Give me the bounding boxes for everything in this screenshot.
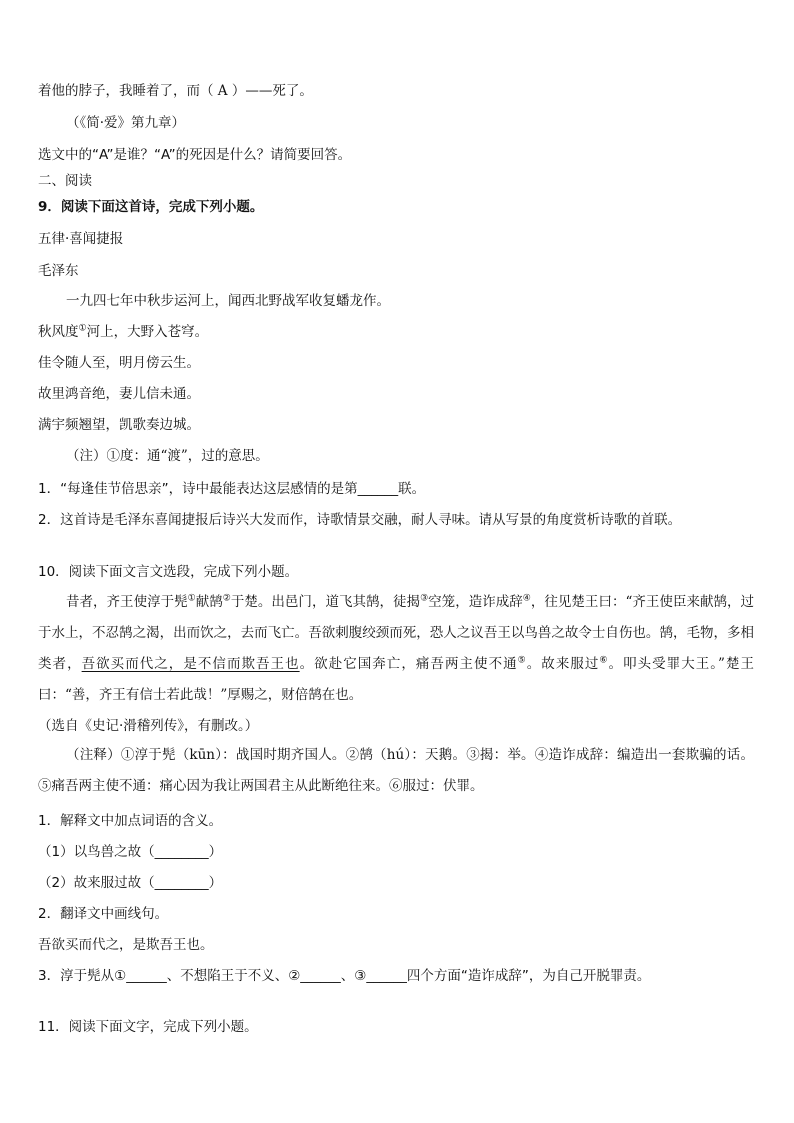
- footnote-marker: ⑥: [599, 655, 609, 666]
- passage-text: 于楚。出邑门，道飞其鹄，徒揭: [230, 594, 421, 610]
- poem-line-2: 佳令随人至，明月傍云生。: [38, 355, 200, 371]
- q9-intro: 9．阅读下面这首诗，完成下列小题。: [38, 199, 264, 215]
- q10-sub-2: 2．翻译文中画线句。: [38, 906, 169, 922]
- footnote-marker: ①: [78, 323, 87, 334]
- passage-last-line: 着他的脖子，我睡着了，而（ A ）——死了。: [38, 83, 313, 99]
- q10-intro: 10．阅读下面文言文选段，完成下列小题。: [38, 564, 299, 580]
- poem-line-4: 满宇频翘望，凯歌奏边城。: [38, 417, 200, 433]
- q10-sub-1-2: （2）故来服过故（________）: [38, 875, 223, 891]
- passage-text: 。叩头受罪大王。”楚王曰：“善，齐王有信士若此哉！”厚赐之，财倍鹄在也。: [38, 656, 755, 703]
- footnote-marker: ⑤: [517, 655, 527, 666]
- footnote-marker: ③: [420, 593, 429, 604]
- q10-sub-1-1: （1）以鸟兽之故（________）: [38, 844, 223, 860]
- passage-text: 昔者，齐王使淳于髡: [66, 594, 188, 610]
- passage-text: 献鹄: [195, 594, 223, 610]
- q9-sub-1: 1．“每逢佳节倍思亲”，诗中最能表达这层感情的是第______联。: [38, 481, 426, 497]
- underlined-sentence: 吾欲买而代之，是不信而欺吾王也: [81, 656, 300, 672]
- poem-line-1: [38, 323, 208, 341]
- poem-preface: 一九四七年中秋步运河上，闻西北野战军收复蟠龙作。: [66, 293, 390, 309]
- question-text: 选文中的“A”是谁？“A”的死因是什么？请简要回答。: [38, 147, 352, 163]
- q10-sub-2-sentence: 吾欲买而代之，是欺吾王也。: [38, 937, 214, 953]
- footnote-marker: ④: [522, 593, 531, 604]
- passage-text: 空笼，造诈成辞: [428, 594, 523, 610]
- passage-source: （《简·爱》第九章）: [66, 115, 186, 131]
- poem-author: 毛泽东: [38, 263, 79, 279]
- passage-text: 。故来服过: [526, 656, 600, 672]
- q9-sub-2: 2．这首诗是毛泽东喜闻捷报后诗兴大发而作，诗歌情景交融，耐人寻味。请从写景的角度赏析诗歌的首联。: [38, 512, 682, 528]
- q10-sub-1: 1．解释文中加点词语的含义。: [38, 813, 223, 829]
- poem-title: 五律·喜闻捷报: [38, 231, 124, 247]
- poem-line-1-a: 秋风度: [38, 324, 79, 340]
- q10-sub-3: 3．淳于髡从①______、不想陷王于不义、②______、③______四个方面“造诈成辞”，为自己开脱罪责。: [38, 968, 651, 984]
- passage-notes: （注释）①淳于髡（kūn）：战国时期齐国人。②鹄（hú）：天鹅。③揭：举。④造诈成辞：编造出一套欺骗的话。⑤痛吾两主使不通：痛心因为我让两国君主从此断绝往来。⑥服过：伏罪。: [38, 747, 754, 794]
- passage-text: 。欲赴它国奔亡，痛吾两主使不通: [299, 656, 518, 672]
- footnote-marker: ①: [187, 593, 196, 604]
- section-title: 二、阅读: [38, 173, 92, 189]
- passage-source: （选自《史记·滑稽列传》，有删改。）: [38, 718, 259, 734]
- poem-line-3: 故里鸿音绝，妻儿信未通。: [38, 386, 200, 402]
- footnote-marker: ②: [222, 593, 231, 604]
- q11-intro: 11．阅读下面文字，完成下列小题。: [38, 1019, 258, 1035]
- poem-line-1-b: 河上，大野入苍穹。: [86, 324, 209, 340]
- classical-passage: [38, 587, 754, 711]
- poem-note: （注）①度：通“渡”，过的意思。: [66, 448, 269, 464]
- passage-text: ，往见楚王曰：“齐王使臣来献鹄，过于水上，不忍鹄之渴，出而饮之，去而飞亡。吾欲刺腹绞颈而死，恐人之议吾王以鸟兽之故令士自伤也。鹄，毛物，多相类者，: [38, 594, 755, 672]
